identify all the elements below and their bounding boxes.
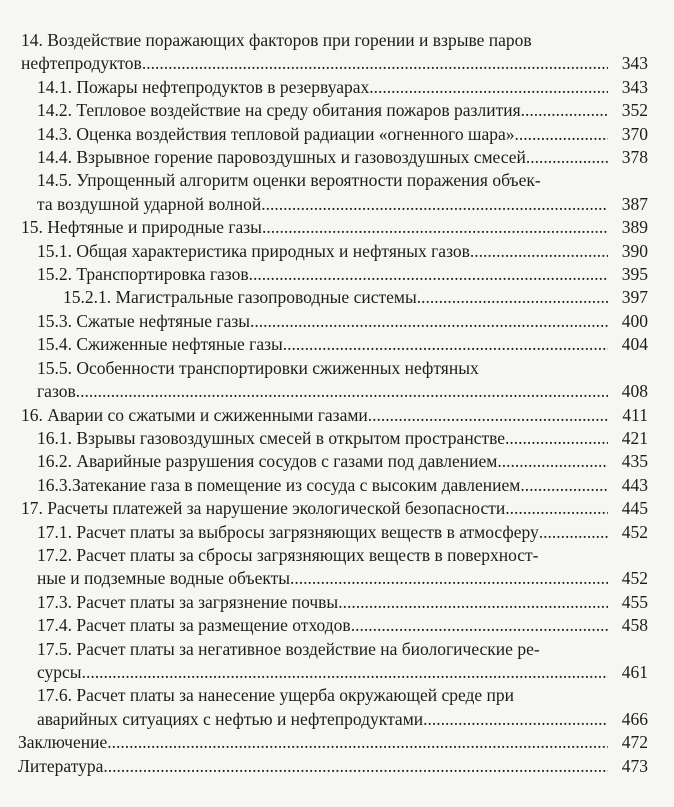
toc-entry-title: 16.1. Взрывы газовоздушных смесей в открытом пространстве [37, 427, 506, 448]
toc-entry[interactable] [0, 76, 674, 99]
toc-entry-line [37, 99, 608, 122]
toc-entry-title: 17.6. Расчет платы за нанесение ущерба окружающей среде при [37, 685, 515, 706]
toc-entry-title: 14.5. Упрощенный алгоритм оценки вероятности поражения объек- [37, 170, 541, 191]
dot-leader [369, 76, 608, 99]
toc-entry-line [37, 591, 608, 614]
toc-page-number: 455 [621, 591, 648, 612]
dot-leader [526, 146, 608, 169]
toc-entry-title: 15.1. Общая характеристика природных и нефтяных газов [37, 240, 470, 261]
toc-entry-title: аварийных ситуациях с нефтью и нефтепродуктами [37, 708, 424, 729]
toc-entry[interactable] [0, 450, 674, 473]
dot-leader [290, 567, 608, 590]
dot-leader [470, 240, 608, 263]
toc-page-number: 408 [621, 381, 648, 402]
toc-page-number: 352 [621, 100, 648, 121]
toc-entry-line [37, 240, 608, 263]
toc-entry-line [37, 638, 608, 661]
toc-entry-title: 16. Аварии со сжатыми и сжиженными газами [21, 404, 368, 425]
dot-leader [338, 591, 608, 614]
toc-page-number: 395 [621, 264, 648, 285]
toc-entry-line [21, 52, 608, 75]
dot-leader [107, 731, 608, 754]
dot-leader [142, 52, 608, 75]
toc-entry[interactable] [0, 146, 674, 169]
toc-page-number: 390 [621, 240, 648, 261]
toc-page-number: 389 [621, 217, 648, 238]
toc-page-number: 343 [621, 53, 648, 74]
toc-entry-line [37, 567, 608, 590]
toc-page-number: 472 [621, 732, 648, 753]
toc-entry-line [37, 474, 608, 497]
dot-leader [249, 263, 608, 286]
toc-entry[interactable] [0, 333, 674, 356]
toc-page-number: 452 [621, 568, 648, 589]
toc-entry[interactable] [0, 99, 674, 122]
toc-entry[interactable] [0, 591, 674, 614]
toc-entry-line [37, 684, 608, 707]
toc-entry[interactable] [0, 404, 674, 427]
toc-page-number: 458 [621, 615, 648, 636]
dot-leader [423, 708, 608, 731]
toc-entry-title: 16.3.Затекание газа в помещение из сосуда с высоким давлением [37, 474, 521, 495]
toc-entry[interactable] [0, 29, 674, 76]
toc-page-number: 370 [621, 123, 648, 144]
dot-leader [261, 193, 608, 216]
toc-entry-line [37, 450, 608, 473]
toc-entry-title: 14.1. Пожары нефтепродуктов в резервуарах [37, 76, 370, 97]
dot-leader [368, 404, 608, 427]
dot-leader [539, 521, 608, 544]
toc-entry-line [37, 263, 608, 286]
toc-page-number: 443 [621, 474, 648, 495]
toc-entry-title: 15.3. Сжатые нефтяные газы [37, 310, 251, 331]
toc-entry[interactable] [0, 240, 674, 263]
toc-entry[interactable] [0, 497, 674, 520]
toc-entry[interactable] [0, 755, 674, 778]
toc-entry[interactable] [0, 123, 674, 146]
toc-entry-line [37, 146, 608, 169]
toc-entry-line [21, 497, 608, 520]
toc-page-number: 397 [621, 287, 648, 308]
toc-entry-title: 15.5. Особенности транспортировки сжиженных нефтяных [37, 357, 479, 378]
table-of-contents [0, 29, 674, 778]
dot-leader [76, 380, 608, 403]
dot-leader [417, 286, 608, 309]
dot-leader [521, 99, 608, 122]
toc-entry-title: 14.3. Оценка воздействия тепловой радиации «огненного шара» [37, 123, 515, 144]
toc-entry-line [37, 380, 608, 403]
toc-entry[interactable] [0, 731, 674, 754]
toc-entry-title: 17.5. Расчет платы за негативное воздействие на биологические ре- [37, 638, 540, 659]
toc-entry[interactable] [0, 427, 674, 450]
toc-page-number: 461 [621, 661, 648, 682]
toc-entry-title: 15.2.1. Магистральные газопроводные системы [63, 287, 417, 308]
toc-page-number: 435 [621, 451, 648, 472]
dot-leader [505, 427, 608, 450]
toc-entry[interactable] [0, 684, 674, 731]
toc-entry[interactable] [0, 638, 674, 685]
dot-leader [520, 474, 608, 497]
toc-entry-line [37, 123, 608, 146]
toc-entry-title: нефтепродуктов [21, 53, 142, 74]
dot-leader [505, 497, 608, 520]
toc-entry-title: 14. Воздействие поражающих факторов при горении и взрыве паров [21, 30, 532, 50]
toc-page-number: 466 [621, 708, 648, 729]
toc-entry-line [37, 76, 608, 99]
toc-entry-title: 17.2. Расчет платы за сбросы загрязняющих веществ в поверхност- [37, 544, 539, 565]
toc-entry[interactable] [0, 169, 674, 216]
toc-entry-line [37, 357, 608, 380]
toc-entry-title: Заключение [18, 732, 108, 753]
toc-entry-title: 17.1. Расчет платы за выбросы загрязняющих веществ в атмосферу [37, 521, 539, 542]
dot-leader [351, 614, 608, 637]
toc-page-number: 421 [621, 427, 648, 448]
toc-entry-title: сурсы [37, 661, 82, 682]
toc-page-number: 343 [621, 76, 648, 97]
toc-entry-title: газов [37, 381, 76, 402]
toc-entry[interactable] [0, 521, 674, 544]
toc-page-number: 404 [621, 334, 648, 355]
toc-entry-title: ные и подземные водные объекты [37, 568, 291, 589]
dot-leader [103, 755, 608, 778]
toc-entry[interactable] [0, 474, 674, 497]
toc-entry-title: 17.4. Расчет платы за размещение отходов [37, 615, 351, 636]
toc-entry[interactable] [0, 614, 674, 637]
toc-entry[interactable] [0, 286, 674, 309]
toc-entry-line [21, 404, 608, 427]
toc-page-number: 473 [621, 755, 648, 776]
toc-entry-title: 17. Расчеты платежей за нарушение экологической безопасности [21, 498, 506, 519]
toc-entry-line [37, 310, 608, 333]
toc-entry-line [18, 755, 608, 778]
dot-leader [283, 333, 608, 356]
toc-entry-line [21, 216, 608, 239]
toc-entry[interactable] [0, 216, 674, 239]
toc-entry[interactable] [0, 263, 674, 286]
dot-leader [262, 216, 608, 239]
toc-entry-line [18, 731, 608, 754]
toc-entry-title: 15.4. Сжиженные нефтяные газы [37, 334, 283, 355]
toc-page-number: 452 [621, 521, 648, 542]
toc-entry[interactable] [0, 544, 674, 591]
toc-page-number: 411 [622, 404, 648, 425]
toc-entry-line [37, 614, 608, 637]
toc-entry-line [37, 333, 608, 356]
toc-page-number: 387 [621, 193, 648, 214]
toc-entry[interactable] [0, 357, 674, 404]
toc-entry-line [37, 427, 608, 450]
toc-entry-title: 14.2. Тепловое воздействие на среду обитания пожаров разлития [37, 100, 521, 121]
toc-entry-line [37, 193, 608, 216]
toc-entry-line [37, 708, 608, 731]
toc-entry-line [63, 286, 608, 309]
dot-leader [497, 450, 608, 473]
toc-entry-line [37, 661, 608, 684]
toc-entry-title: 14.4. Взрывное горение паровоздушных и газовоздушных смесей [37, 147, 526, 168]
toc-entry-line [21, 29, 608, 52]
toc-page-number: 445 [621, 498, 648, 519]
toc-entry-line [37, 544, 608, 567]
toc-entry-title: та воздушной ударной волной [37, 193, 262, 214]
dot-leader [250, 310, 608, 333]
dot-leader [514, 123, 608, 146]
toc-entry[interactable] [0, 310, 674, 333]
toc-entry-line [37, 169, 608, 192]
toc-entry-title: Литература [18, 755, 104, 776]
toc-page-number: 400 [621, 310, 648, 331]
toc-entry-line [37, 521, 608, 544]
toc-entry-title: 15. Нефтяные и природные газы [21, 217, 262, 238]
toc-entry-title: 16.2. Аварийные разрушения сосудов с газами под давлением [37, 451, 498, 472]
toc-entry-title: 17.3. Расчет платы за загрязнение почвы [37, 591, 339, 612]
toc-entry-title: 15.2. Транспортировка газов [37, 264, 249, 285]
dot-leader [82, 661, 608, 684]
toc-page-number: 378 [621, 147, 648, 168]
